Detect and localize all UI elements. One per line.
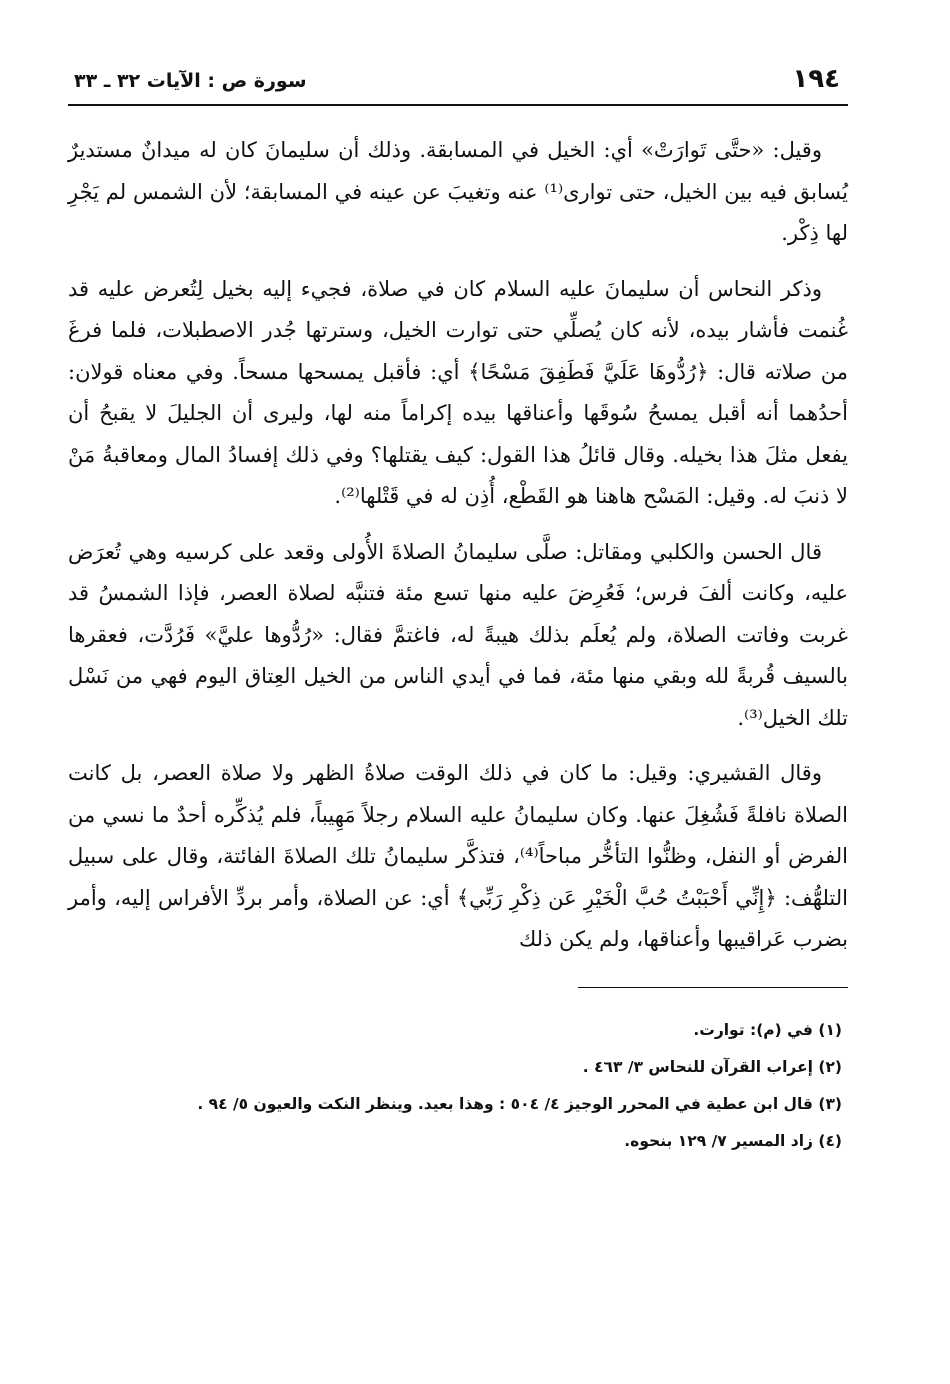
footnote: (٣) قال ابن عطية في المحرر الوجيز ٤/ ٥٠٤ : وهذا بعيد. وينظر النكت والعيون ٥/ ٩٤ .	[197, 1094, 842, 1113]
header-rule	[68, 104, 848, 106]
main-text	[68, 130, 848, 961]
footnote: (١) في (م): توارت.	[693, 1020, 842, 1039]
page-number: ١٩٤	[792, 64, 840, 94]
footnote: (٤) زاد المسير ٧/ ١٢٩ بنحوه.	[624, 1131, 842, 1150]
book-page	[68, 60, 848, 1160]
footnote-rule	[578, 987, 848, 988]
running-title: سورة ص : الآيات ٣٢ ـ ٣٣	[74, 70, 307, 92]
page-header	[68, 60, 848, 100]
paragraph: وذكر النحاس أن سليمانَ عليه السلام كان في صلاة، فجيء إليه بخيل لِتُعرض عليه قد غُنمت فأشار بيده، لأنه كان يُصلِّي حتى توارت الخيل، وسترتها جُدر الاصطبلات، فلما فرغَ من صلاته قال: ﴿رُدُّوهَا عَلَيَّ فَطَفِقَ مَسْحًا﴾ أي: فأقبل يمسحها مسحاً. وفي معناه قولان: أحدُهما أنه أقبل يمسحُ سُوقَها وأعناقها بيده إكراماً منه لها، وليرى أن الجليلَ لا يقبحُ أن يفعل مثلَ هذا بخيله. وقال قائلُ هذا القول: كيف يقتلها؟ وفي ذلك إفسادُ المال ومعاقبةُ مَنْ لا ذنبَ له. وقيل: المَسْح هاهنا هو القَطْع، أُذِن له في قَتْلها⁽²⁾.	[68, 276, 848, 508]
paragraph: وقال القشيري: وقيل: ما كان في ذلك الوقت صلاةُ الظهر ولا صلاة العصر، بل كانت الصلاة نافلةً فَشُغِلَ عنها. وكان سليمانُ عليه السلام رجلاً مَهِيباً، فلم يُذكِّره أحدٌ ما نسي من الفرض أو النفل، وظنُّوا التأخُّر مباحاً⁽⁴⁾، فتذكَّر سليمانُ تلك الصلاةَ الفائتة، وقال على سبيل التلهُّف: ﴿إِنِّي أَحْبَبْتُ حُبَّ الْخَيْرِ عَن ذِكْرِ رَبِّي﴾ أي: عن الصلاة، وأمر بردِّ الأفراس إليه، وأمر بضرب عَراقيبها وأعناقها، ولم يكن ذلك	[68, 761, 848, 951]
paragraph: وقيل: «حتَّى تَوارَتْ» أي: الخيل في المسابقة. وذلك أن سليمانَ كان له ميدانٌ مستديرٌ يُسابق فيه بين الخيل، حتى توارى⁽¹⁾ عنه وتغيبَ عن عينه في المسابقة؛ لأن الشمس لم يَجْرِ لها ذِكْر.	[68, 138, 849, 245]
paragraph: قال الحسن والكلبي ومقاتل: صلَّى سليمانُ الصلاةَ الأُولى وقعد على كرسيه وهي تُعرَض عليه، وكانت ألفَ فرس؛ فَعُرِضَ عليه منها تسع مئة فتنبَّه لصلاة العصر، فإذا الشمسُ قد غربت وفاتت الصلاة، ولم يُعلَم بذلك هيبةً له، فاغتمَّ فقال: «رُدُّوها عليَّ» فَرُدَّت، فعقرها بالسيف قُربةً لله وبقي منها مئة، فما في أيدي الناس من الخيل العِتاق اليوم فهي من نَسْل تلك الخيل⁽³⁾.	[68, 539, 848, 730]
footnote: (٢) إعراب القرآن للنحاس ٣/ ٤٦٣ .	[582, 1057, 842, 1076]
footnotes	[68, 1012, 848, 1160]
